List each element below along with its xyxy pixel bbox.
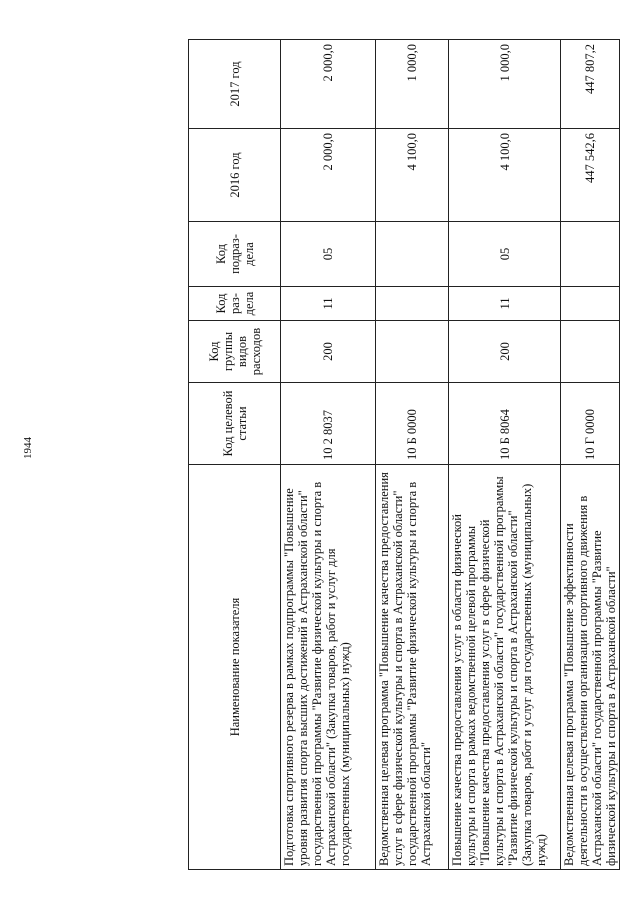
row-expense-group: [561, 321, 620, 383]
header-year-2017: 2017 год: [189, 40, 281, 129]
row-target-code: 10 2 8037: [281, 383, 376, 465]
row-year-2017: 1 000,0: [376, 40, 449, 129]
row-target-code: 10 Б 0000: [376, 383, 449, 465]
row-section: 11: [281, 287, 376, 321]
row-name: Повышение качества предоставления услуг в области физической культуры и спорта в рамках ведомственной целевой программы "Повышение качества предоставления услуг в сфере физической культуры и спорта в Астраханской области" государственной программы "Развитие физической культуры и спорта в Астраханской области" (Закупка товаров, работ и услуг для государственных (муниципальных) нужд): [449, 465, 561, 870]
row-expense-group: 200: [281, 321, 376, 383]
row-name: Ведомственная целевая программа "Повышение эффективности деятельности в осуществлении организации спортивного движения в Астраханской области" государственной программы "Развитие физической культуры и спорта в Астраханской области": [561, 465, 620, 870]
row-section: [561, 287, 620, 321]
header-expense-group: Код группы видов расходов: [189, 321, 281, 383]
row-subsection: 05: [449, 222, 561, 287]
row-year-2017: 2 000,0: [281, 40, 376, 129]
row-subsection: [561, 222, 620, 287]
budget-table: [188, 39, 620, 870]
row-section: 11: [449, 287, 561, 321]
page-number: 1944: [22, 437, 34, 459]
table-row: [281, 40, 376, 870]
row-subsection: [376, 222, 449, 287]
header-section: Код раз-дела: [189, 287, 281, 321]
table-row: [449, 40, 561, 870]
row-name: Ведомственная целевая программа "Повышение качества предоставления услуг в сфере физической культуры и спорта в Астраханской области" государственной программы "Развитие физической культуры и спорта в Астраханской области": [376, 465, 449, 870]
header-target-code: Код целевой статьи: [189, 383, 281, 465]
row-year-2016: 2 000,0: [281, 129, 376, 222]
header-year-2016: 2016 год: [189, 129, 281, 222]
row-expense-group: [376, 321, 449, 383]
row-year-2016: 447 542,6: [561, 129, 620, 222]
row-year-2017: 1 000,0: [449, 40, 561, 129]
row-target-code: 10 Г 0000: [561, 383, 620, 465]
table-row: [376, 40, 449, 870]
row-name: Подготовка спортивного резерва в рамках подпрограммы "Повышение уровня развития спорта высших достижений в Астраханской области" государственной программы "Развитие физической культуры и спорта в Астраханской области" (Закупка товаров, работ и услуг для государственных (муниципальных) нужд): [281, 465, 376, 870]
row-year-2016: 4 100,0: [449, 129, 561, 222]
row-year-2017: 447 807,2: [561, 40, 620, 129]
row-year-2016: 4 100,0: [376, 129, 449, 222]
table-row: [561, 40, 620, 870]
row-target-code: 10 Б 8064: [449, 383, 561, 465]
header-row: [189, 40, 281, 870]
rotated-page-content: [188, 40, 618, 870]
header-subsection: Код подраз-дела: [189, 222, 281, 287]
row-subsection: 05: [281, 222, 376, 287]
header-name: Наименование показателя: [189, 465, 281, 870]
row-section: [376, 287, 449, 321]
row-expense-group: 200: [449, 321, 561, 383]
